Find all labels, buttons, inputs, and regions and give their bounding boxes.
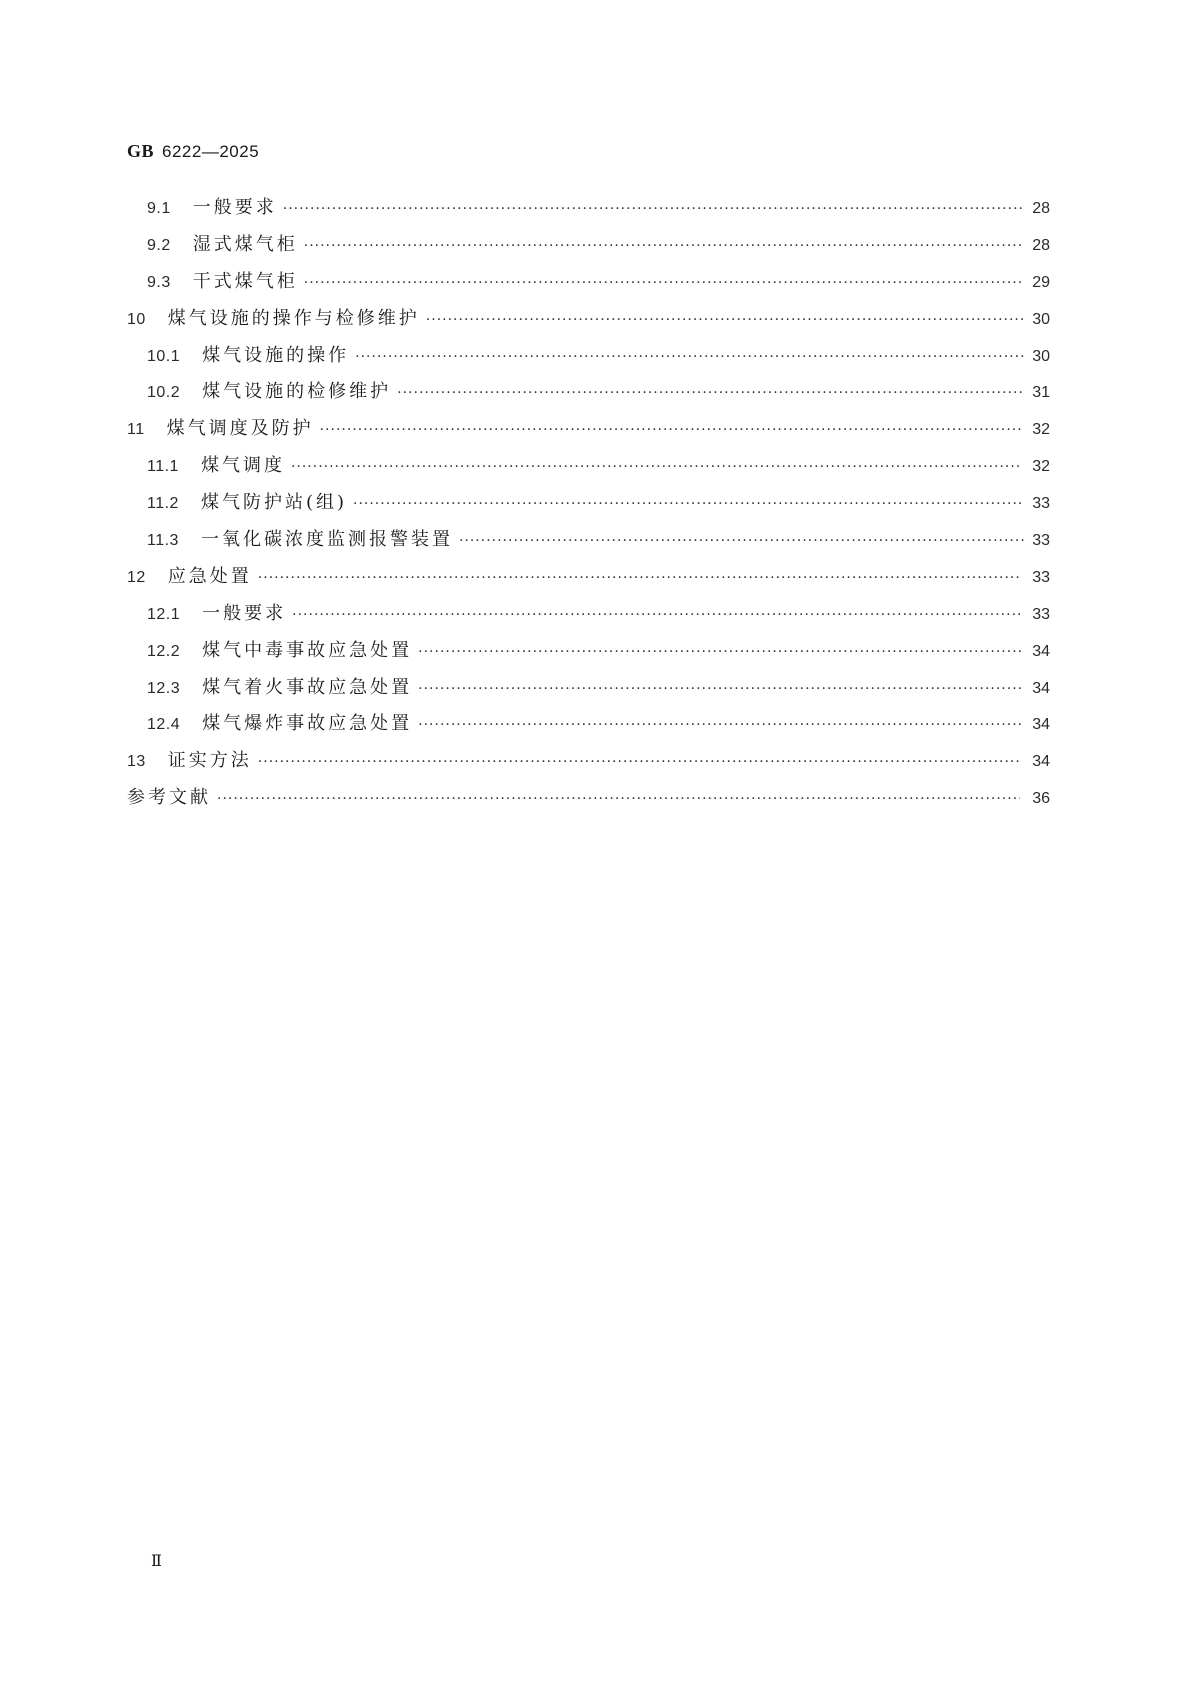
toc-dot-leader	[258, 570, 1021, 586]
toc-entry[interactable]	[127, 304, 1050, 341]
table-of-contents	[127, 193, 1050, 820]
toc-entry-title: 一般要求	[202, 602, 287, 624]
toc-entry-page: 28	[1032, 200, 1050, 217]
toc-entry-title: 证实方法	[167, 750, 252, 772]
toc-entry[interactable]	[127, 673, 1050, 710]
toc-entry-title: 煤气调度及防护	[166, 418, 314, 440]
toc-entry-number: 9.2	[147, 236, 171, 254]
toc-entry-title: 参考文献	[127, 787, 211, 809]
toc-entry-number: 12.4	[147, 716, 181, 734]
toc-entry-page: 33	[1032, 605, 1050, 623]
toc-dot-leader	[320, 422, 1023, 438]
toc-entry-page: 34	[1032, 716, 1050, 734]
toc-entry-title: 应急处置	[167, 565, 252, 587]
toc-entry-title: 煤气设施的操作	[202, 344, 350, 366]
toc-dot-leader	[292, 607, 1022, 623]
toc-entry-page: 32	[1032, 458, 1050, 476]
toc-entry-page: 34	[1032, 679, 1050, 697]
toc-entry[interactable]	[127, 562, 1050, 599]
toc-entry-page: 29	[1032, 273, 1050, 291]
toc-entry-number: 12.1	[147, 605, 181, 623]
toc-entry[interactable]	[127, 525, 1050, 562]
toc-entry[interactable]	[127, 488, 1050, 525]
toc-entry-title: 煤气着火事故应急处置	[202, 676, 413, 698]
toc-entry-number: 12	[127, 568, 146, 586]
standard-prefix: GB	[127, 141, 155, 161]
toc-entry[interactable]	[127, 414, 1050, 451]
toc-dot-leader	[291, 459, 1022, 475]
toc-entry[interactable]	[127, 783, 1050, 820]
toc-dot-leader	[353, 496, 1024, 512]
toc-dot-leader	[418, 644, 1024, 660]
toc-entry-number: 11.3	[147, 532, 179, 550]
toc-dot-leader	[304, 238, 1022, 254]
toc-entry-number: 10	[127, 310, 146, 328]
toc-entry-number: 11.2	[147, 495, 179, 513]
toc-entry-page: 33	[1032, 532, 1050, 550]
toc-dot-leader	[418, 717, 1024, 733]
toc-entry-title: 煤气设施的操作与检修维护	[167, 307, 420, 329]
toc-entry-page: 34	[1032, 753, 1050, 771]
toc-entry-page: 36	[1032, 790, 1050, 808]
toc-entry-title: 煤气设施的检修维护	[202, 381, 392, 403]
toc-dot-leader	[397, 385, 1024, 401]
toc-entry-number: 11.1	[147, 458, 179, 476]
toc-entry-page: 31	[1032, 384, 1050, 402]
toc-entry-title: 煤气调度	[200, 455, 285, 477]
toc-entry-page: 30	[1032, 347, 1050, 365]
toc-entry-number: 10.1	[147, 347, 181, 365]
page-number: Ⅱ	[151, 1553, 162, 1570]
toc-entry-page: 33	[1032, 495, 1050, 513]
toc-entry[interactable]	[127, 230, 1050, 267]
toc-dot-leader	[355, 349, 1023, 365]
toc-entry-title: 煤气爆炸事故应急处置	[202, 713, 413, 735]
toc-entry[interactable]	[127, 599, 1050, 636]
toc-entry-page: 30	[1032, 310, 1050, 328]
toc-entry-number: 10.2	[147, 384, 181, 402]
toc-entry-title: 干式煤气柜	[192, 270, 298, 292]
toc-entry[interactable]	[127, 341, 1050, 378]
toc-entry-title: 一氧化碳浓度监测报警装置	[200, 529, 453, 551]
toc-entry[interactable]	[127, 746, 1050, 783]
toc-entry[interactable]	[127, 267, 1050, 304]
toc-entry-title: 煤气防护站(组)	[200, 492, 347, 514]
toc-entry-number: 9.3	[147, 273, 171, 291]
toc-entry-number: 12.3	[147, 679, 181, 697]
toc-entry-title: 湿式煤气柜	[192, 233, 298, 255]
toc-entry[interactable]	[127, 636, 1050, 673]
toc-entry-title: 一般要求	[192, 197, 277, 218]
toc-entry-number: 12.2	[147, 642, 181, 660]
toc-entry-page: 32	[1032, 421, 1050, 439]
toc-dot-leader	[283, 201, 1022, 217]
toc-entry-page: 28	[1032, 236, 1050, 254]
page-header	[127, 141, 259, 162]
toc-dot-leader	[258, 754, 1021, 770]
toc-dot-leader	[426, 312, 1024, 328]
toc-entry[interactable]	[127, 193, 1050, 230]
toc-entry-page: 33	[1032, 568, 1050, 586]
toc-entry[interactable]	[127, 377, 1050, 414]
toc-entry-number: 13	[127, 753, 146, 771]
toc-entry[interactable]	[127, 451, 1050, 488]
toc-entry-title: 煤气中毒事故应急处置	[202, 639, 413, 661]
toc-entry[interactable]	[127, 709, 1050, 746]
toc-entry-number: 11	[127, 421, 145, 439]
toc-entry-number: 9.1	[147, 200, 171, 217]
toc-dot-leader	[459, 533, 1024, 549]
toc-entry-page: 34	[1032, 642, 1050, 660]
toc-dot-leader	[304, 275, 1022, 291]
toc-dot-leader	[418, 681, 1024, 697]
standard-number: 6222—2025	[162, 142, 260, 161]
toc-dot-leader	[217, 791, 1020, 807]
